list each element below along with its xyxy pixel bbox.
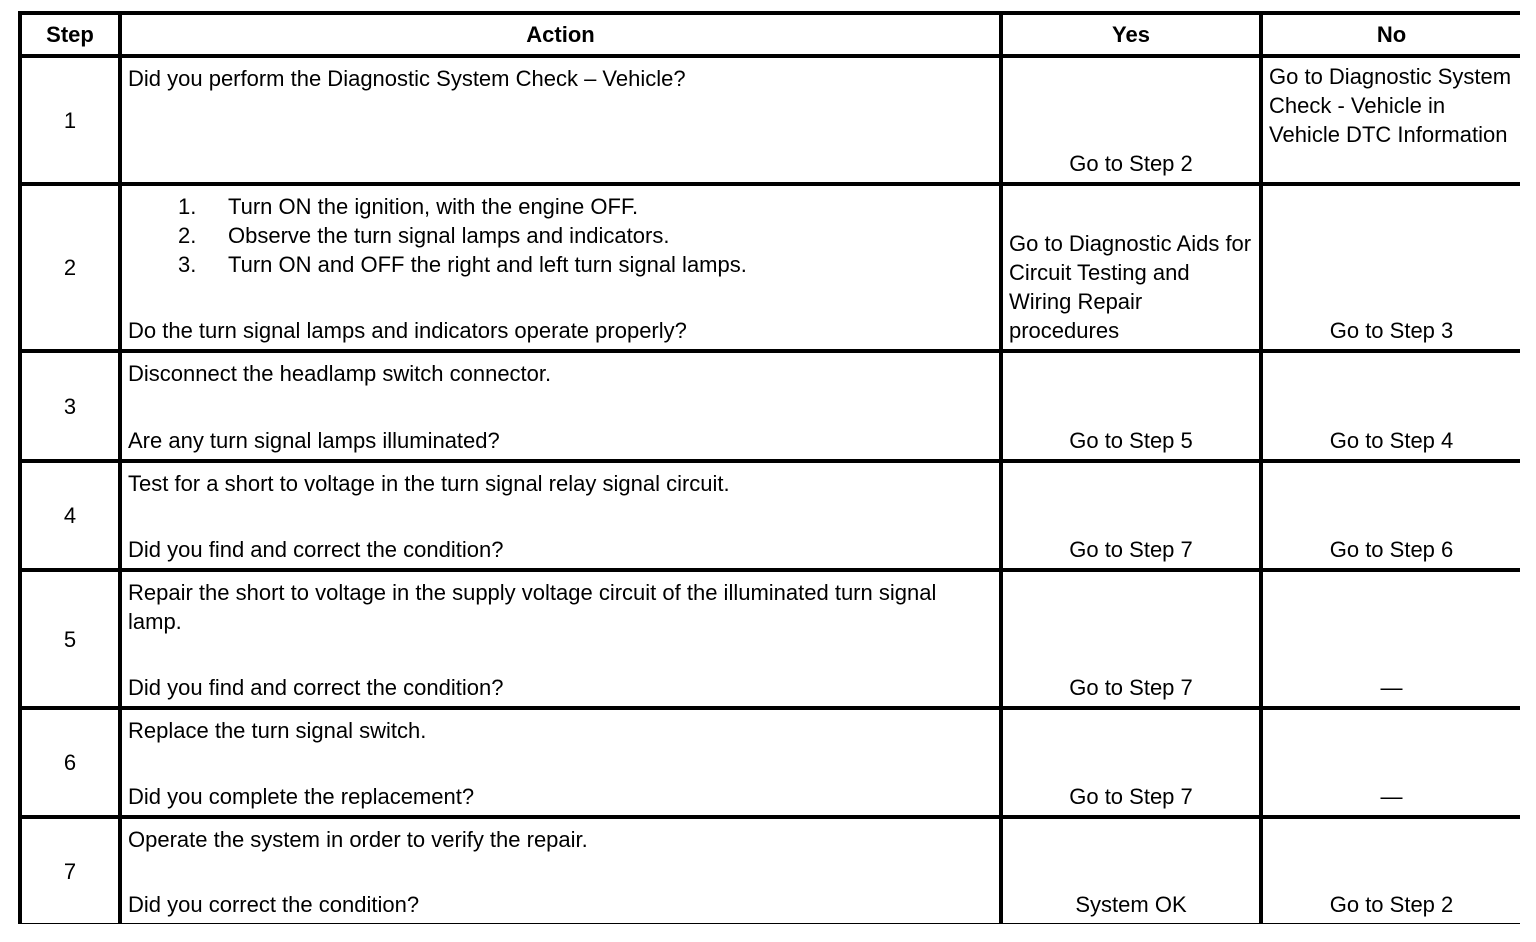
action-text: Test for a short to voltage in the turn signal relay signal circuit. (128, 471, 730, 496)
procedure-item (178, 221, 993, 250)
diagnostic-table (18, 11, 1520, 924)
step-number: 1 (22, 58, 118, 182)
no-text: Go to Step 2 (1329, 892, 1454, 917)
no-cell (1263, 819, 1520, 923)
action-text: Repair the short to voltage in the supply voltage circuit of the illuminated turn signal lamp. (128, 580, 937, 634)
step-number: 7 (22, 819, 118, 923)
procedure-list (128, 192, 993, 279)
step-number: 3 (22, 353, 118, 459)
step-number: 2 (22, 186, 118, 349)
procedure-number: 2. (178, 223, 197, 248)
no-cell (1263, 463, 1520, 568)
no-cell (1263, 710, 1520, 815)
header-step: Step (22, 15, 118, 54)
yes-text: System OK (1075, 892, 1187, 917)
action-cell (122, 572, 999, 706)
header-yes: Yes (1003, 15, 1259, 54)
yes-cell (1003, 58, 1259, 182)
step-number: 4 (22, 463, 118, 568)
yes-text: Go to Step 7 (1069, 537, 1193, 562)
action-text: Operate the system in order to verify the repair. (128, 827, 588, 852)
action-text: Replace the turn signal switch. (128, 718, 427, 743)
no-text: Go to Step 4 (1329, 428, 1454, 453)
yes-cell (1003, 819, 1259, 923)
procedure-number: 1. (178, 194, 197, 219)
question-text: Do the turn signal lamps and indicators operate properly? (128, 318, 687, 343)
action-text: Disconnect the headlamp switch connector. (128, 361, 552, 386)
procedure-text: Observe the turn signal lamps and indicators. (228, 223, 670, 248)
action-cell (122, 353, 999, 459)
question-text: Did you find and correct the condition? (128, 675, 504, 700)
yes-cell (1003, 463, 1259, 568)
no-cell (1263, 58, 1520, 182)
question-text: Did you find and correct the condition? (128, 537, 504, 562)
no-cell (1263, 572, 1520, 706)
yes-cell (1003, 572, 1259, 706)
question-text: Are any turn signal lamps illuminated? (128, 428, 500, 453)
header-no: No (1263, 15, 1520, 54)
yes-text: Go to Step 2 (1069, 151, 1193, 176)
action-cell (122, 186, 999, 349)
header-action: Action (122, 15, 999, 54)
no-text: — (1380, 784, 1403, 809)
yes-text: Go to Step 7 (1069, 675, 1193, 700)
procedure-text: Turn ON and OFF the right and left turn signal lamps. (228, 252, 747, 277)
yes-text: Go to Step 7 (1069, 784, 1193, 809)
action-cell (122, 710, 999, 815)
procedure-text: Turn ON the ignition, with the engine OFF. (228, 194, 639, 219)
action-cell (122, 58, 999, 182)
question-text: Did you correct the condition? (128, 892, 420, 917)
no-cell (1263, 353, 1520, 459)
yes-cell (1003, 710, 1259, 815)
no-text: Go to Step 6 (1329, 537, 1454, 562)
yes-cell (1003, 353, 1259, 459)
procedure-item (178, 192, 993, 221)
action-text: Did you perform the Diagnostic System Check – Vehicle? (128, 66, 686, 91)
action-cell (122, 463, 999, 568)
yes-cell (1003, 186, 1259, 349)
yes-text: Go to Step 5 (1069, 428, 1193, 453)
step-number: 6 (22, 710, 118, 815)
no-cell (1263, 186, 1520, 349)
action-cell (122, 819, 999, 923)
no-text: Go to Step 3 (1329, 318, 1454, 343)
procedure-item (178, 250, 993, 279)
no-text: Go to Diagnostic System Check - Vehicle in Vehicle DTC Information (1269, 64, 1512, 147)
no-text: — (1380, 675, 1403, 700)
step-number: 5 (22, 572, 118, 706)
yes-text: Go to Diagnostic Aids for Circuit Testing and Wiring Repair procedures (1009, 231, 1252, 343)
question-text: Did you complete the replacement? (128, 784, 475, 809)
procedure-number: 3. (178, 252, 197, 277)
